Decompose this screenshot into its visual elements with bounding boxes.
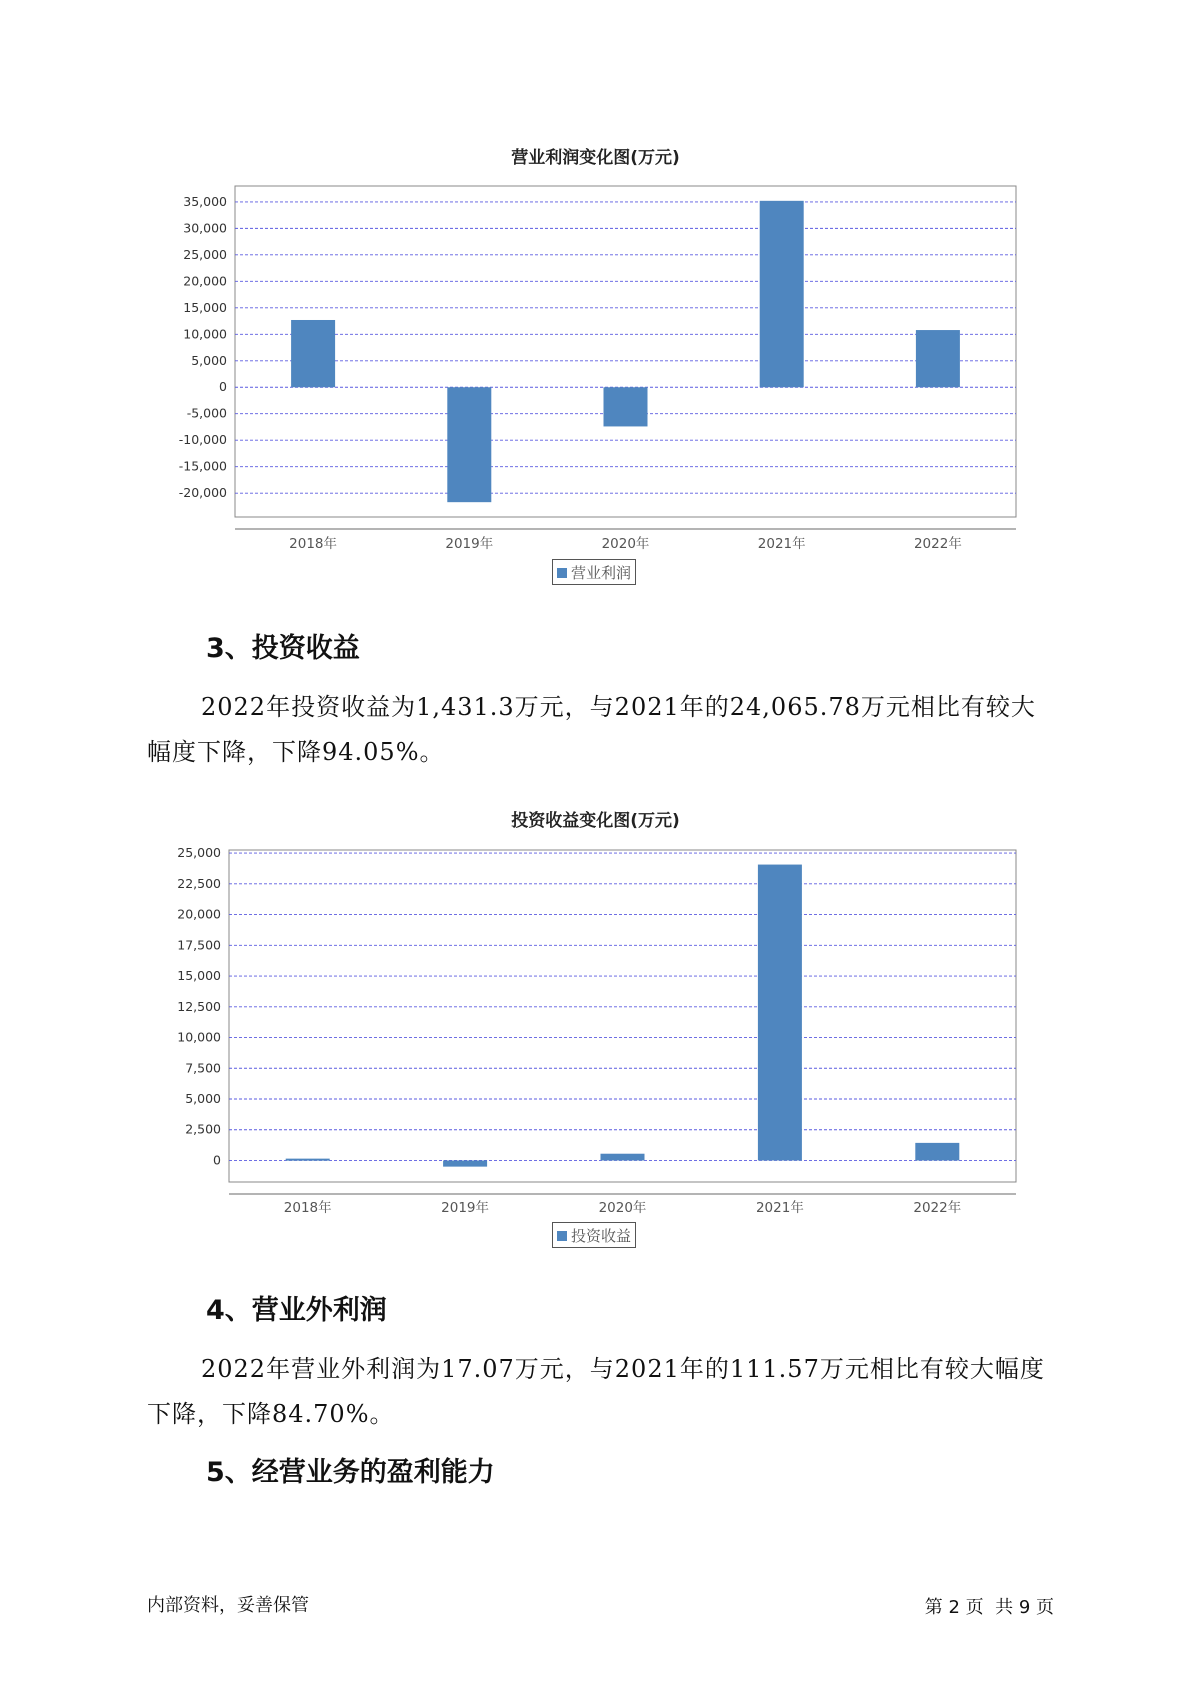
chart-1-legend-label: 营业利润	[571, 564, 632, 582]
legend-swatch-icon	[557, 1231, 567, 1241]
chart-2-bar	[915, 1143, 959, 1161]
chart-1-y-tick-label: -15,000	[178, 458, 227, 474]
chart-2-y-tick-label: 7,500	[185, 1060, 221, 1076]
chart-2-x-tick-label: 2019年	[441, 1200, 490, 1216]
chart-2-y-tick-label: 25,000	[177, 845, 221, 861]
chart-2-y-tick-label: 20,000	[177, 906, 221, 922]
chart-1-x-tick-label: 2022年	[913, 536, 962, 552]
chart-2-y-tick-label: 15,000	[177, 968, 221, 984]
chart-1-y-tick-label: 15,000	[183, 299, 227, 315]
chart-2-y-tick-label: 0	[213, 1152, 221, 1168]
chart-2-x-tick-label: 2022年	[913, 1200, 962, 1216]
chart-1-y-tick-label: 35,000	[183, 193, 227, 209]
chart-2-y-tick-label: 12,500	[177, 998, 221, 1014]
chart-1-title: 营业利润变化图(万元)	[511, 148, 680, 168]
chart-1-y-tick-label: -5,000	[186, 405, 227, 421]
chart-1-y-tick-label: 0	[219, 379, 227, 395]
chart-2-x-tick-label: 2018年	[283, 1200, 332, 1216]
chart-2-y-tick-label: 10,000	[177, 1029, 221, 1045]
chart-2-x-tick-label: 2021年	[755, 1200, 804, 1216]
chart-2-y-tick-label: 5,000	[185, 1091, 221, 1106]
chart-2-legend-label: 投资收益	[571, 1227, 632, 1245]
chart-1-x-tick-label: 2019年	[445, 536, 494, 552]
chart-2-y-tick-label: 17,500	[177, 937, 221, 953]
chart-2-x-tick-label: 2020年	[598, 1200, 647, 1216]
chart-2-y-tick-label: 22,500	[177, 875, 221, 891]
chart-1-y-tick-label: 5,000	[191, 352, 227, 368]
chart-1-x-tick-label: 2020年	[601, 536, 650, 552]
chart-2-y-tick-label: 2,500	[185, 1121, 221, 1137]
chart-2-plot-area	[229, 850, 1016, 1182]
chart-2-bar	[758, 865, 802, 1161]
chart-2-bar	[601, 1154, 645, 1161]
section-3-heading: 3、投资收益	[206, 633, 360, 664]
footer-confidential-note: 内部资料，妥善保管	[147, 1595, 309, 1616]
chart-2-bar	[286, 1159, 330, 1161]
chart-1-y-tick-label: 30,000	[183, 220, 227, 236]
section-3-body: 2022年投资收益为1,431.3万元，与2021年的24,065.78万元相比有较大幅度下降，下降94.05%。	[147, 693, 1036, 766]
chart-1-x-tick-label: 2018年	[289, 536, 338, 552]
chart-2-legend	[552, 1222, 636, 1248]
section-5-heading: 5、经营业务的盈利能力	[206, 1457, 495, 1488]
section-4-heading: 4、营业外利润	[206, 1295, 387, 1326]
chart-1-x-tick-label: 2021年	[757, 536, 806, 552]
chart-1-y-tick-label: 20,000	[183, 273, 227, 289]
chart-1-y-tick-label: 25,000	[183, 246, 227, 262]
chart-1-y-tick-label: -20,000	[178, 485, 227, 501]
section-4-body: 2022年营业外利润为17.07万元，与2021年的111.57万元相比有较大幅度下降，下降84.70%。	[147, 1355, 1045, 1428]
chart-1-y-tick-label: 10,000	[183, 326, 227, 342]
chart-2-title: 投资收益变化图(万元)	[511, 811, 680, 831]
footer-page-number: 第 2 页 共 9 页	[924, 1597, 1054, 1618]
chart-1-y-tick-label: -10,000	[178, 432, 227, 448]
chart-2-bar	[443, 1160, 487, 1166]
